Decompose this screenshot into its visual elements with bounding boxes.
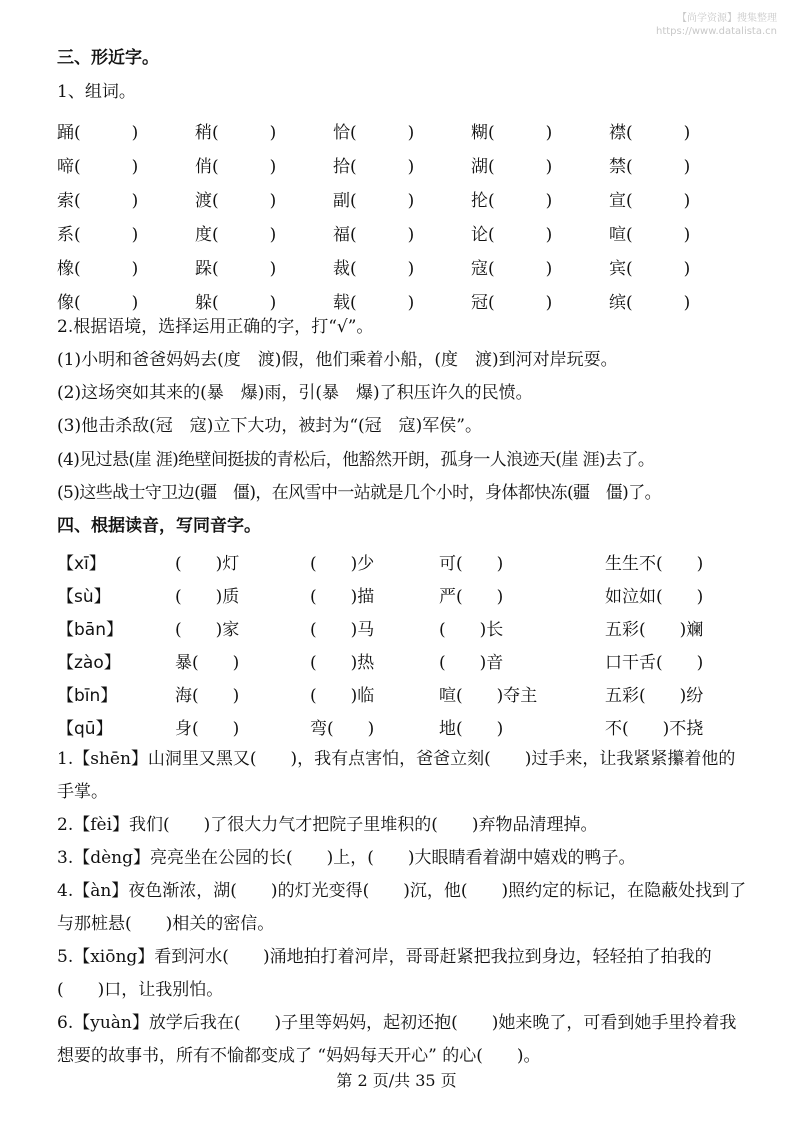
grid-row xyxy=(57,215,757,249)
pinyin-row xyxy=(57,644,757,677)
pinyin-blank: ( )少 xyxy=(310,554,375,574)
grid-cell: 福( ) xyxy=(333,224,415,245)
homophone-sentence: 1.【shēn】山洞里又黑又( )，我有点害怕，爸爸立刻( )过手来，让我紧紧攥着他的手掌。 xyxy=(57,749,736,802)
pinyin-blank: 暴( ) xyxy=(175,653,240,673)
grid-cell: 跺( ) xyxy=(195,258,277,279)
grid-cell: 度( ) xyxy=(195,224,277,245)
grid-cell: 副( ) xyxy=(333,190,415,211)
grid-cell: 喧( ) xyxy=(609,224,691,245)
watermark-line2: https://www.datalista.cn xyxy=(656,26,777,37)
pinyin-label: 【sù】 xyxy=(57,587,111,607)
q2-title: 2.根据语境，选择运用正确的字，打“√”。 xyxy=(57,317,374,337)
pinyin-blank: ( )临 xyxy=(310,686,375,706)
q2-item: (5)这些战士守卫边(疆 僵)，在风雪中一站就是几个小时，身体都快冻(疆 僵)了。 xyxy=(57,483,662,503)
pinyin-blank: 严( ) xyxy=(439,587,504,607)
grid-cell: 冠( ) xyxy=(471,292,553,313)
pinyin-row xyxy=(57,677,757,710)
pinyin-blank: ( )马 xyxy=(310,620,375,640)
pinyin-blank: ( )描 xyxy=(310,587,375,607)
pinyin-blank: 身( ) xyxy=(175,719,240,739)
homophone-sentence: 2.【fèi】我们( )了很大力气才把院子里堆积的( )弃物品清理掉。 xyxy=(57,815,598,835)
pinyin-blank: ( )灯 xyxy=(175,554,240,574)
grid-cell: 俏( ) xyxy=(195,156,277,177)
grid-cell: 宾( ) xyxy=(609,258,691,279)
grid-cell: 渡( ) xyxy=(195,190,277,211)
pinyin-blank: ( )热 xyxy=(310,653,375,673)
homophone-sentence: 3.【dèng】亮亮坐在公园的长( )上，( )大眼睛看着湖中嬉戏的鸭子。 xyxy=(57,848,636,868)
pinyin-blank: ( )质 xyxy=(175,587,240,607)
pinyin-label: 【zào】 xyxy=(57,653,121,673)
grid-cell: 论( ) xyxy=(471,224,553,245)
pinyin-row xyxy=(57,545,757,578)
grid-cell: 躲( ) xyxy=(195,292,277,313)
pinyin-label: 【bīn】 xyxy=(57,686,118,706)
pinyin-row xyxy=(57,710,757,743)
pinyin-row xyxy=(57,611,757,644)
grid-row xyxy=(57,181,757,215)
pinyin-row xyxy=(57,578,757,611)
pinyin-blank: 地( ) xyxy=(439,719,504,739)
pinyin-blank: 生生不( ) xyxy=(605,554,704,574)
pinyin-blank: 五彩( )纷 xyxy=(605,686,704,706)
grid-cell: 索( ) xyxy=(57,190,139,211)
pinyin-label: 【qū】 xyxy=(57,719,113,739)
grid-cell: 禁( ) xyxy=(609,156,691,177)
homophone-sentence: 6.【yuàn】放学后我在( )子里等妈妈，起初还抱( )她来晚了，可看到她手里拎着我想要的故事书，所有不愉都变成了 “妈妈每天开心” 的心( )。 xyxy=(57,1013,737,1066)
grid-cell: 寇( ) xyxy=(471,258,553,279)
grid-cell: 宣( ) xyxy=(609,190,691,211)
grid-cell: 系( ) xyxy=(57,224,139,245)
pinyin-label: 【xī】 xyxy=(57,554,106,574)
grid-row xyxy=(57,283,757,317)
grid-cell: 裁( ) xyxy=(333,258,415,279)
pinyin-blank: 如泣如( ) xyxy=(605,587,704,607)
grid-cell: 啼( ) xyxy=(57,156,139,177)
watermark-line1: 【尚学资源】搜集整理 xyxy=(677,13,777,24)
grid-row xyxy=(57,147,757,181)
pinyin-blank: 不( )不挠 xyxy=(605,719,704,739)
homophone-sentence: 4.【àn】夜色渐浓，湖( )的灯光变得( )沉，他( )照约定的标记，在隐蔽处找到了与那桩悬( )相关的密信。 xyxy=(57,881,747,934)
grid-cell: 糊( ) xyxy=(471,122,553,143)
pinyin-blank: 可( ) xyxy=(439,554,504,574)
page-footer: 第 2 页/共 35 页 xyxy=(336,1071,457,1090)
pinyin-label: 【bān】 xyxy=(57,620,123,640)
pinyin-blank: ( )家 xyxy=(175,620,240,640)
pinyin-blank: 弯( ) xyxy=(310,719,375,739)
pinyin-table xyxy=(57,545,757,743)
grid-row xyxy=(57,249,757,283)
pinyin-blank: 五彩( )斓 xyxy=(605,620,704,640)
pinyin-blank: ( )音 xyxy=(439,653,504,673)
grid-cell: 像( ) xyxy=(57,292,139,313)
grid-cell: 踊( ) xyxy=(57,122,139,143)
q2-item: (2)这场突如其来的(暴 爆)雨，引(暴 爆)了积压许久的民愤。 xyxy=(57,383,533,403)
q1-title: 1、组词。 xyxy=(57,82,136,102)
grid-cell: 缤( ) xyxy=(609,292,691,313)
grid-cell: 抡( ) xyxy=(471,190,553,211)
pinyin-blank: 口干舌( ) xyxy=(605,653,704,673)
grid-cell: 湖( ) xyxy=(471,156,553,177)
watermark xyxy=(656,12,777,38)
word-grid xyxy=(57,113,757,317)
grid-cell: 拾( ) xyxy=(333,156,415,177)
grid-cell: 橡( ) xyxy=(57,258,139,279)
section3-title: 三、形近字。 xyxy=(57,48,159,68)
q2-item: (1)小明和爸爸妈妈去(度 渡)假，他们乘着小船，(度 渡)到河对岸玩耍。 xyxy=(57,350,618,370)
pinyin-blank: ( )长 xyxy=(439,620,504,640)
grid-cell: 载( ) xyxy=(333,292,415,313)
q2-item: (3)他击杀敌(冠 寇)立下大功，被封为“(冠 寇)军侯”。 xyxy=(57,416,482,436)
q2-item: (4)见过悬(崖 涯)绝壁间挺拔的青松后，他豁然开朗，孤身一人浪迹天(崖 涯)去了。 xyxy=(57,450,655,470)
pinyin-blank: 喧( )夺主 xyxy=(439,686,538,706)
grid-cell: 恰( ) xyxy=(333,122,415,143)
grid-cell: 稍( ) xyxy=(195,122,277,143)
section4-title: 四、根据读音，写同音字。 xyxy=(57,516,261,536)
grid-cell: 襟( ) xyxy=(609,122,691,143)
grid-row xyxy=(57,113,757,147)
homophone-sentence: 5.【xiōng】看到河水( )涌地拍打着河岸，哥哥赶紧把我拉到身边，轻轻拍了拍我的( )口，让我别怕。 xyxy=(57,947,712,1000)
pinyin-blank: 海( ) xyxy=(175,686,240,706)
